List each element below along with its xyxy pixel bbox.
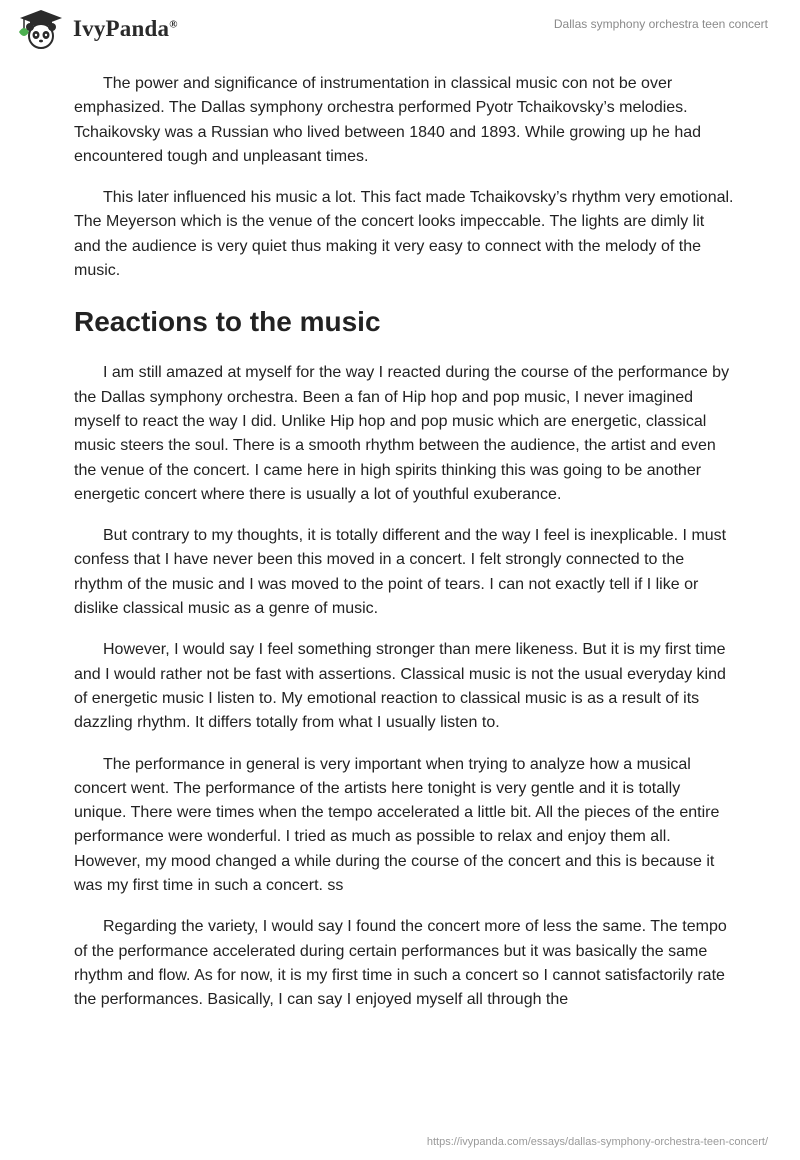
source-url[interactable]: https://ivypanda.com/essays/dallas-symphony-orchestra-teen-concert/: [426, 1136, 768, 1148]
panda-logo-icon: [16, 8, 66, 50]
paragraph: However, I would say I feel something stronger than mere likeness. But it is my first time and I would rather not be fast with assertions. Classical music is not the usual everyday kind of energetic music I listen to. My emotional reaction to classical music is as a result of its dazzling rhythm. It differs totally from what I usually listen to.: [74, 641, 726, 732]
paragraph: But contrary to my thoughts, it is totally different and the way I feel is inexplicable. I must confess that I have never been this moved in a concert. I felt strongly connected to the rhythm of the music and I was moved to the point of tears. I can not exactly tell if I like or dislike classical music as a genre of music.: [74, 527, 727, 618]
brand-logo[interactable]: [16, 8, 178, 50]
paragraph: Regarding the variety, I would say I found the concert more of less the same. The tempo of the performance accelerated during certain performances but it was basically the same rhythm and flow. As for now, it is my first time in such a concert so I cannot satisfactorily rate the performances. Basically, I can say I enjoyed myself all through the: [74, 918, 727, 1009]
paragraph: The power and significance of instrumentation in classical music con not be over emphasized. The Dallas symphony orchestra performed Pyotr Tchaikovsky’s melodies. Tchaikovsky was a Russian who lived between 1840 and 1893. While growing up he had encountered tough and unpleasant times.: [74, 75, 702, 165]
essay-body: [74, 72, 734, 1030]
section-heading: Reactions to the music: [74, 306, 381, 338]
registered-mark: ®: [169, 18, 178, 31]
brand-name: IvyPanda®: [73, 16, 178, 41]
paragraph: The performance in general is very important when trying to analyze how a musical concert went. The performance of the artists here tonight is very gentle and it is totally unique. There were times when the tempo accelerated a little bit. All the pieces of the entire performance were wonderful. I tried as much as possible to relax and enjoy them all. However, my mood changed a while during the course of the concert and this is because it was my first time in such a concert. ss: [74, 755, 720, 895]
paragraph: This later influenced his music a lot. This fact made Tchaikovsky’s rhythm very emotional. The Meyerson which is the venue of the concert looks impeccable. The lights are dimly lit and the audience is very quiet thus making it very easy to connect with the melody of the music.: [74, 189, 734, 280]
paragraph: I am still amazed at myself for the way I reacted during the course of the performance by the Dallas symphony orchestra. Been a fan of Hip hop and pop music, I never imagined myself to react the way I did. Unlike Hip hop and pop music which are energetic, classical music steers the soul. There is a smooth rhythm between the audience, the artist and even the venue of the concert. I came here in high spirits thinking this was going to be another energetic concert where there is usually a lot of youthful exuberance.: [74, 364, 730, 503]
document-title: Dallas symphony orchestra teen concert: [553, 17, 768, 31]
page-header: [0, 0, 800, 60]
